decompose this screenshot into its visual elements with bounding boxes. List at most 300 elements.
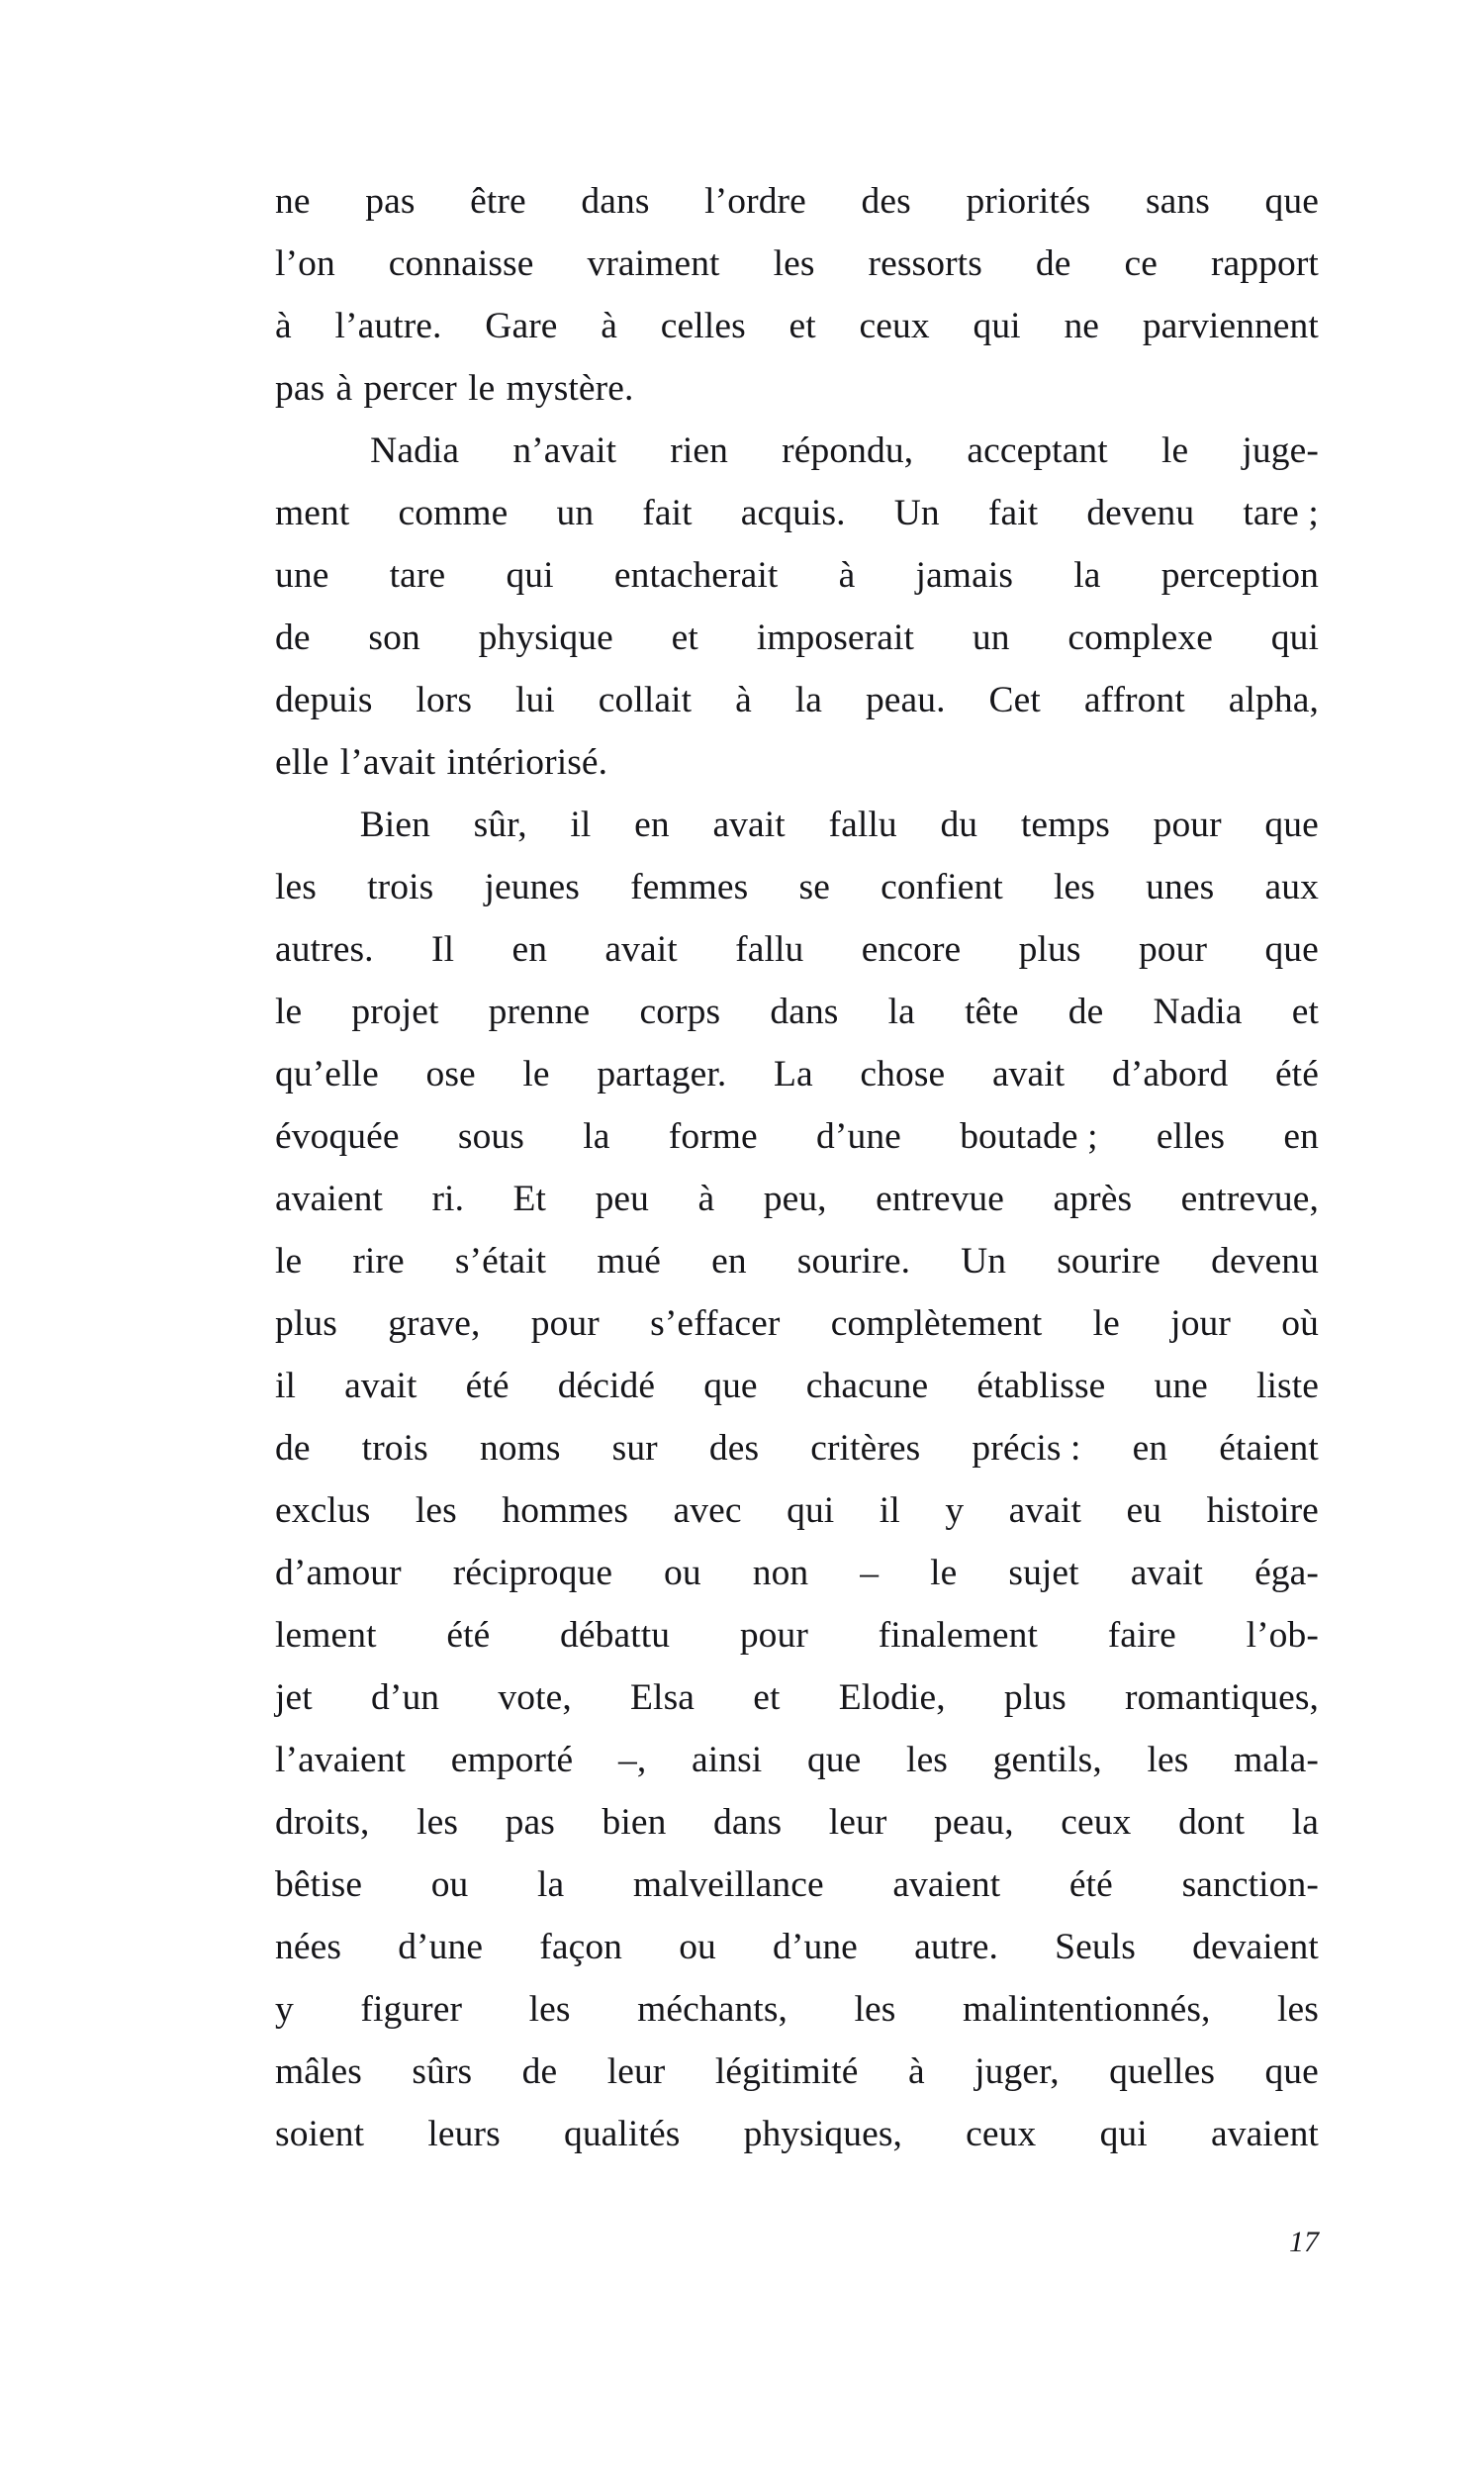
word: ressorts <box>868 243 982 284</box>
word: soient <box>275 2114 365 2154</box>
text-line <box>275 794 1319 856</box>
word: grave, <box>388 1303 481 1344</box>
word: il <box>879 1490 900 1531</box>
word: avait <box>1130 1553 1204 1593</box>
word: ce <box>1124 243 1158 284</box>
word: acceptant <box>967 430 1108 471</box>
word: entrevue <box>876 1179 1005 1219</box>
word: que <box>1264 929 1319 970</box>
text-line <box>275 1854 1319 1916</box>
word: Bien <box>359 805 430 845</box>
word: les <box>854 1989 896 2030</box>
word: qu’elle <box>275 1054 379 1094</box>
word: peau. <box>865 680 946 720</box>
word: n’avait <box>512 430 617 471</box>
word: priorités <box>966 181 1091 222</box>
word: éga- <box>1254 1553 1319 1593</box>
word: débattu <box>560 1615 671 1656</box>
word: la <box>1073 555 1101 596</box>
word: connaisse <box>388 243 534 284</box>
word: figurer <box>360 1989 463 2030</box>
word: se <box>798 867 830 907</box>
word: forme <box>668 1116 758 1157</box>
word: les <box>906 1740 949 1780</box>
text-line <box>275 1355 1319 1417</box>
word: faire <box>1107 1615 1176 1656</box>
text-line <box>275 1604 1319 1666</box>
word: trois <box>367 867 434 907</box>
word: pas <box>505 1802 555 1843</box>
word: la <box>887 992 915 1032</box>
word: en <box>634 805 670 845</box>
word: Elsa <box>630 1677 696 1718</box>
word: dont <box>1178 1802 1246 1843</box>
word: corps <box>639 992 721 1032</box>
word: de <box>275 1428 311 1469</box>
word: en <box>511 929 548 970</box>
word: Elodie, <box>838 1677 946 1718</box>
text-line <box>275 1978 1319 2041</box>
word: sourire. <box>796 1241 911 1282</box>
word: imposerait <box>756 618 915 658</box>
word: pas <box>275 368 325 409</box>
word: depuis <box>275 680 373 720</box>
word: un <box>972 618 1010 658</box>
word: sous <box>457 1116 524 1157</box>
text-line <box>275 2041 1319 2103</box>
word: rapport <box>1210 243 1319 284</box>
word: établisse <box>976 1366 1106 1406</box>
word: répondu, <box>782 430 914 471</box>
word: sanction- <box>1181 1864 1319 1905</box>
word: mala- <box>1234 1740 1319 1780</box>
word: emporté <box>450 1740 574 1780</box>
word: non <box>752 1553 809 1593</box>
word: que <box>806 1740 862 1780</box>
word: encore <box>861 929 962 970</box>
word: Un <box>961 1241 1007 1282</box>
word: s’effacer <box>650 1303 781 1344</box>
word: dans <box>713 1802 783 1843</box>
text-line <box>275 918 1319 981</box>
word: exclus <box>275 1490 371 1531</box>
word: Nadia <box>1153 992 1243 1032</box>
word: et <box>671 618 698 658</box>
word: devenu <box>1211 1241 1319 1282</box>
word: son <box>368 618 420 658</box>
word: mâles <box>275 2051 362 2092</box>
word: jet <box>275 1677 313 1718</box>
word: qualités <box>563 2114 681 2154</box>
word: ne <box>1064 306 1100 346</box>
text-line <box>275 2103 1319 2165</box>
word: après <box>1053 1179 1133 1219</box>
word: à <box>335 368 353 409</box>
word: il <box>570 805 592 845</box>
word: les <box>1147 1740 1189 1780</box>
word: perception <box>1160 555 1319 596</box>
word: prenne <box>488 992 591 1032</box>
word: elle <box>275 742 329 783</box>
word: l’autre. <box>334 306 442 346</box>
text-line <box>275 1542 1319 1604</box>
word: parviennent <box>1142 306 1319 346</box>
text-line <box>275 669 1319 731</box>
word: plus <box>1018 929 1081 970</box>
word: l’avaient <box>275 1740 407 1780</box>
word: malintentionnés, <box>963 1989 1211 2030</box>
word: qui <box>1099 2114 1148 2154</box>
word: partager. <box>597 1054 727 1094</box>
text-line <box>275 233 1319 295</box>
word: noms <box>479 1428 561 1469</box>
word: Cet <box>988 680 1041 720</box>
word: fait <box>987 493 1039 533</box>
paragraph <box>275 170 1319 420</box>
word: quelles <box>1109 2051 1216 2092</box>
word: ainsi <box>691 1740 763 1780</box>
word: eu <box>1126 1490 1162 1531</box>
word: avait <box>991 1054 1066 1094</box>
word: méchants, <box>637 1989 788 2030</box>
text-line <box>275 731 1319 794</box>
word: y <box>275 1989 294 2030</box>
word: droits, <box>275 1802 370 1843</box>
word: les <box>415 1490 457 1531</box>
word: que <box>1264 2051 1319 2092</box>
word: d’une <box>816 1116 901 1157</box>
word: comme <box>398 493 509 533</box>
word: temps <box>1020 805 1110 845</box>
word: l’avait <box>339 742 436 783</box>
word: hommes <box>502 1490 629 1531</box>
word: que <box>1264 805 1319 845</box>
word: juge- <box>1242 430 1319 471</box>
word: mystère. <box>506 368 634 409</box>
word: et <box>1291 992 1319 1032</box>
word: précis : <box>972 1428 1081 1469</box>
word: leur <box>828 1802 887 1843</box>
word: histoire <box>1206 1490 1319 1531</box>
word: les <box>1277 1989 1319 2030</box>
word: elles <box>1156 1116 1226 1157</box>
word: à <box>735 680 752 720</box>
word: qui <box>787 1490 835 1531</box>
word: avait <box>604 929 678 970</box>
word: qui <box>1270 618 1319 658</box>
text-line <box>275 1916 1319 1978</box>
word: chose <box>860 1054 946 1094</box>
word: le <box>930 1553 958 1593</box>
word: bien <box>602 1802 667 1843</box>
word: ceux <box>1061 1802 1132 1843</box>
word: lement <box>275 1615 377 1656</box>
word: fallu <box>735 929 804 970</box>
word: les <box>275 867 317 907</box>
word: d’abord <box>1111 1054 1229 1094</box>
word: physiques, <box>743 2114 902 2154</box>
word: réciproque <box>452 1553 613 1593</box>
word: où <box>1281 1303 1319 1344</box>
word: à <box>275 306 292 346</box>
word: à <box>907 2051 925 2092</box>
word: et <box>788 306 816 346</box>
word: ou <box>679 1927 716 1967</box>
word: fallu <box>828 805 897 845</box>
word: le <box>522 1054 550 1094</box>
word: le <box>275 992 303 1032</box>
word: ceux <box>966 2114 1037 2154</box>
word: les <box>773 243 815 284</box>
word: chacune <box>805 1366 929 1406</box>
word: dans <box>581 181 650 222</box>
word: la <box>1291 1802 1319 1843</box>
word: gentils, <box>992 1740 1102 1780</box>
word: devaient <box>1192 1927 1319 1967</box>
word: malveillance <box>632 1864 824 1905</box>
word: été <box>1068 1864 1113 1905</box>
page-text-body <box>275 170 1319 2165</box>
word: Nadia <box>370 430 460 471</box>
word: dans <box>770 992 839 1032</box>
word: ri. <box>431 1179 465 1219</box>
word: décidé <box>557 1366 656 1406</box>
word: un <box>556 493 595 533</box>
word: – <box>860 1553 880 1593</box>
word: leurs <box>427 2114 501 2154</box>
word: d’une <box>773 1927 858 1967</box>
word: que <box>703 1366 758 1406</box>
text-line <box>275 1043 1319 1105</box>
text-line <box>275 1168 1319 1230</box>
word: percer <box>363 368 457 409</box>
word: avaient <box>892 1864 1001 1905</box>
word: d’une <box>398 1927 484 1967</box>
word: leur <box>606 2051 666 2092</box>
word: intériorisé. <box>446 742 608 783</box>
word: des <box>708 1428 760 1469</box>
word: entacherait <box>613 555 779 596</box>
word: les <box>417 1802 459 1843</box>
text-line <box>275 981 1319 1043</box>
word: physique <box>478 618 613 658</box>
text-line <box>275 544 1319 607</box>
word: pour <box>739 1615 808 1656</box>
word: y <box>945 1490 965 1531</box>
word: collait <box>598 680 693 720</box>
word: de <box>521 2051 558 2092</box>
word: tare ; <box>1243 493 1319 533</box>
word: pas <box>365 181 416 222</box>
text-line <box>275 607 1319 669</box>
word: complexe <box>1067 618 1213 658</box>
word: en <box>1283 1116 1319 1157</box>
word: sûrs <box>412 2051 473 2092</box>
word: la <box>583 1116 610 1157</box>
word: –, <box>617 1740 647 1780</box>
word: s’était <box>454 1241 547 1282</box>
word: ceux <box>859 306 930 346</box>
word: ou <box>664 1553 701 1593</box>
paragraph-indent <box>275 794 317 856</box>
page-number: 17 <box>1289 2226 1319 2258</box>
word: entrevue, <box>1180 1179 1319 1219</box>
text-line <box>275 1666 1319 1729</box>
word: ou <box>430 1864 469 1905</box>
word: liste <box>1256 1366 1319 1406</box>
word: critères <box>810 1428 921 1469</box>
word: que <box>1264 181 1319 222</box>
word: sur <box>611 1428 658 1469</box>
word: en <box>711 1241 747 1282</box>
word: peu, <box>763 1179 827 1219</box>
word: légitimité <box>714 2051 859 2092</box>
word: évoquée <box>275 1116 400 1157</box>
word: plus <box>1003 1677 1067 1718</box>
word: l’ordre <box>704 181 806 222</box>
text-line <box>275 482 1319 544</box>
word: d’amour <box>275 1553 402 1593</box>
word: été <box>465 1366 510 1406</box>
word: tare <box>389 555 446 596</box>
word: lui <box>514 680 555 720</box>
word: à <box>697 1179 715 1219</box>
word: boutade ; <box>960 1116 1098 1157</box>
word: Et <box>512 1179 547 1219</box>
word: vraiment <box>587 243 720 284</box>
word: peu <box>595 1179 650 1219</box>
word: femmes <box>630 867 749 907</box>
word: Il <box>430 929 455 970</box>
word: étaient <box>1219 1428 1319 1469</box>
word: pour <box>530 1303 600 1344</box>
word: avait <box>344 1366 417 1406</box>
word: avait <box>712 805 786 845</box>
word: de <box>1067 992 1104 1032</box>
word: jamais <box>915 555 1014 596</box>
text-line <box>275 856 1319 918</box>
word: le <box>468 368 496 409</box>
word: aux <box>1264 867 1319 907</box>
word: juger, <box>974 2051 1060 2092</box>
word: une <box>1154 1366 1208 1406</box>
word: des <box>861 181 911 222</box>
word: et <box>753 1677 781 1718</box>
text-line <box>275 1230 1319 1292</box>
word: de <box>275 618 311 658</box>
word: l’ob- <box>1246 1615 1319 1656</box>
word: Seuls <box>1055 1927 1136 1967</box>
word: romantiques, <box>1125 1677 1319 1718</box>
word: autres. <box>275 929 374 970</box>
text-line <box>275 1791 1319 1854</box>
word: alpha, <box>1228 680 1319 720</box>
word: du <box>940 805 978 845</box>
word: façon <box>539 1927 623 1967</box>
word: d’un <box>371 1677 440 1718</box>
word: projet <box>351 992 439 1032</box>
word: autre. <box>914 1927 999 1967</box>
word: avait <box>1008 1490 1082 1531</box>
word: le <box>1160 430 1189 471</box>
word: bêtise <box>275 1864 363 1905</box>
word: été <box>446 1615 491 1656</box>
word: sujet <box>1008 1553 1079 1593</box>
text-line <box>275 420 1319 482</box>
word: être <box>470 181 526 222</box>
word: La <box>774 1054 813 1094</box>
word: tête <box>965 992 1019 1032</box>
word: avaient <box>1210 2114 1319 2154</box>
word: ment <box>275 493 350 533</box>
word: avec <box>673 1490 742 1531</box>
word: devenu <box>1086 493 1195 533</box>
word: acquis. <box>740 493 846 533</box>
word: rien <box>670 430 728 471</box>
paragraph <box>275 420 1319 794</box>
word: de <box>1035 243 1071 284</box>
word: celles <box>660 306 746 346</box>
word: qui <box>973 306 1021 346</box>
word: mué <box>597 1241 662 1282</box>
text-line <box>275 357 1319 420</box>
word: sans <box>1145 181 1210 222</box>
word: pour <box>1153 805 1222 845</box>
word: en <box>1132 1428 1168 1469</box>
word: fait <box>642 493 693 533</box>
word: à <box>838 555 856 596</box>
word: été <box>1274 1054 1319 1094</box>
text-line <box>275 170 1319 233</box>
paragraph-indent <box>275 420 317 482</box>
text-line <box>275 1479 1319 1542</box>
word: affront <box>1083 680 1185 720</box>
text-line <box>275 1105 1319 1168</box>
word: il <box>275 1366 297 1406</box>
word: à <box>601 306 618 346</box>
word: sourire <box>1057 1241 1161 1282</box>
word: vote, <box>498 1677 572 1718</box>
paragraph <box>275 794 1319 2165</box>
text-line <box>275 295 1319 357</box>
word: ne <box>275 181 311 222</box>
word: ose <box>425 1054 476 1094</box>
word: peau, <box>934 1802 1014 1843</box>
word: le <box>275 1241 303 1282</box>
word: trois <box>361 1428 428 1469</box>
word: Gare <box>485 306 558 346</box>
word: la <box>537 1864 565 1905</box>
word: finalement <box>878 1615 1038 1656</box>
word: lors <box>416 680 473 720</box>
word: complètement <box>830 1303 1043 1344</box>
text-line <box>275 1729 1319 1791</box>
word: le <box>1092 1303 1120 1344</box>
word: les <box>528 1989 571 2030</box>
word: confient <box>881 867 1003 907</box>
word: avaient <box>275 1179 383 1219</box>
word: sûr, <box>473 805 527 845</box>
word: plus <box>275 1303 337 1344</box>
word: une <box>275 555 329 596</box>
text-line <box>275 1417 1319 1479</box>
word: la <box>794 680 823 720</box>
word: jeunes <box>484 867 580 907</box>
word: l’on <box>275 243 335 284</box>
text-line <box>275 1292 1319 1355</box>
word: les <box>1054 867 1095 907</box>
word: Un <box>893 493 940 533</box>
